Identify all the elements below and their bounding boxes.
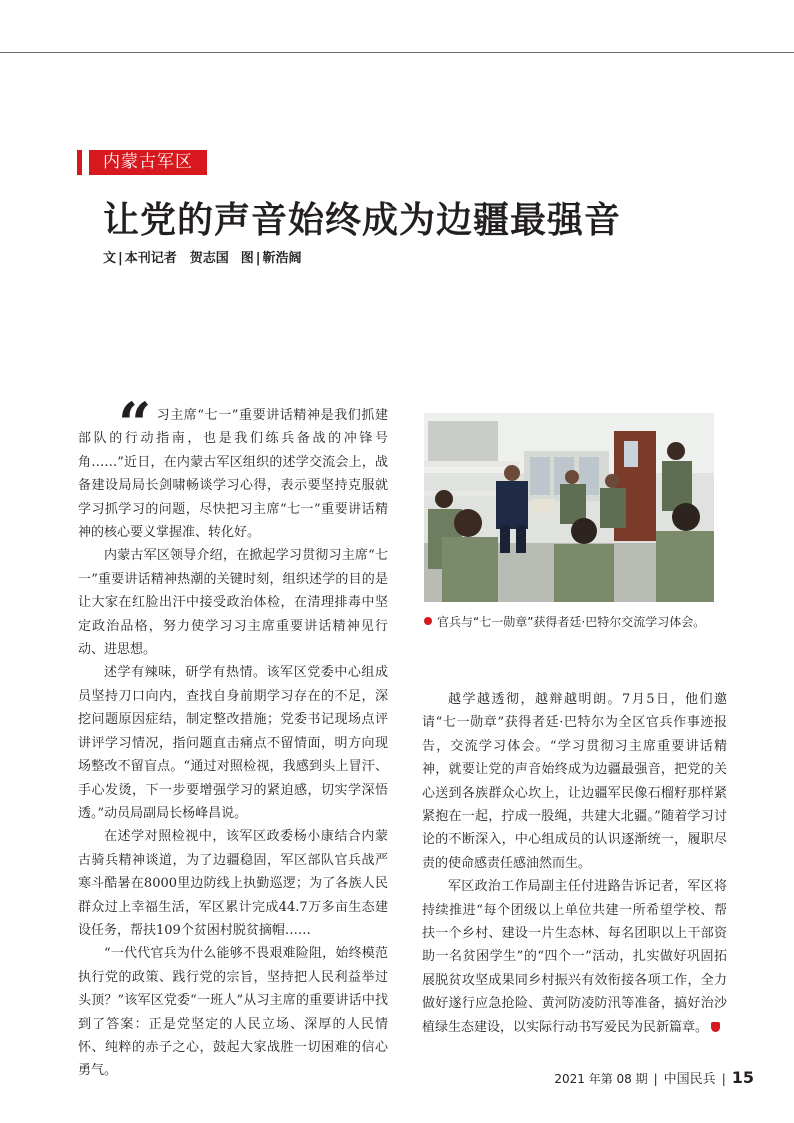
article-paragraph: 习主席“七一”重要讲话精神是我们抓建部队的行动指南，也是我们练兵备战的冲锋号角……”近日，在内蒙古军区组织的述学交流会上，战备建设局局长剑啸畅谈学习心得，表示要坚持克服就学习抓学习的问题，尽快把习主席“七一”重要讲话精神的核心要义掌握准、转化好。 — [78, 408, 388, 541]
footer-issue: 2021 年第 08 期 — [554, 1072, 648, 1086]
footer-magazine: 中国民兵 — [663, 1072, 716, 1087]
photo-scene — [424, 413, 714, 602]
article-paragraph: 在述学对照检视中，该军区政委杨小康结合内蒙古骑兵精神谈道，为了边疆稳固，军区部队官兵战严寒斗酷暑在8000里边防线上执勤巡逻；为了各族人民群众过上幸福生活，军区累计完成44.7万多亩生态建设任务，帮扶109个贫困村脱贫摘帽…… — [78, 829, 388, 938]
article-headline: 让党的声音始终成为边疆最强音 — [103, 200, 622, 241]
page-footer: 2021 年第 08 期 | 中国民兵 | 15 — [554, 1068, 754, 1087]
article-paragraph: 内蒙古军区领导介绍，在掀起学习贯彻习主席“七一”重要讲话精神热潮的关键时刻，组织述学的目的是让大家在红脸出汗中接受政治体检，在清理排毒中坚定政治品格，努力使学习习主席重要讲话精神见行动、进思想。 — [78, 548, 388, 658]
section-tag: 内蒙古军区 — [89, 150, 207, 175]
article-paragraph: 越学越透彻，越辩越明朗。7月5日，他们邀请“七一勋章”获得者廷·巴特尔为全区官兵作事迹报告，交流学习体会。“学习贯彻习主席重要讲话精神，就要让党的声音始终成为边疆最强音，把党的关心送到各族群众心坎上，让边疆军民像石榴籽那样紧紧抱在一起，拧成一股绳，共建大北疆。”随着学习讨论的不断深入，中心组成员的认识逐渐统一，履职尽责的使命感责任感油然而生。 — [422, 692, 727, 871]
section-tag-bar — [77, 150, 82, 175]
byline-text-prefix: 文 — [103, 251, 117, 266]
article-column-right — [422, 688, 727, 1039]
article-photo — [424, 413, 714, 602]
shield-end-icon — [711, 1022, 720, 1032]
byline-text-credit: 本刊记者 贺志国 — [124, 251, 229, 266]
photo-caption — [424, 613, 705, 630]
red-dot-icon — [424, 617, 432, 625]
open-quote-icon: “ — [118, 390, 152, 458]
byline-photo-prefix: 图 — [240, 251, 254, 266]
byline-photo-credit: 靳浩阔 — [262, 251, 302, 266]
header-rule — [0, 52, 794, 53]
article-paragraph: 军区政治工作局副主任付进路告诉记者，军区将持续推进“每个团级以上单位共建一所希望学校、帮扶一个乡村、建设一片生态林、每名团职以上干部资助一名贫困学生”的“四个一”活动，扎实做好巩固拓展脱贫攻坚成果同乡村振兴有效衔接各项工作，全力做好遂行应急抢险、黄河防凌防汛等准备，搞好治沙植绿生态建设，以实际行动书写爱民为民新篇章。 — [422, 879, 727, 1035]
page-number: 15 — [731, 1068, 754, 1087]
article-paragraph: “一代代官兵为什么能够不畏艰难险阻，始终模范执行党的政策、践行党的宗旨，坚持把人民利益举过头顶？”该军区党委“一班人”从习主席的重要讲话中找到了答案：正是党坚定的人民立场、深厚的人民情怀、纯粹的赤子之心，鼓起大家战胜一切困难的信心勇气。 — [78, 946, 388, 1079]
article-paragraph: 述学有辣味，研学有热情。该军区党委中心组成员坚持刀口向内，查找自身前期学习存在的不足，深挖问题原因症结，制定整改措施；党委书记现场点评讲评学习情况，指问题直击痛点不留情面，明方向现场整改不留盲点。“通过对照检视，我感到头上冒汗、手心发烫，下一步要增强学习的紧迫感，切实学深悟透。”动员局副局长杨峰昌说。 — [78, 665, 388, 821]
byline: 文 | 本刊记者 贺志国 图 | 靳浩阔 — [103, 251, 302, 266]
article-column-left — [78, 404, 388, 1083]
photo-caption-text: 官兵与“七一勋章”获得者廷·巴特尔交流学习体会。 — [437, 615, 706, 629]
